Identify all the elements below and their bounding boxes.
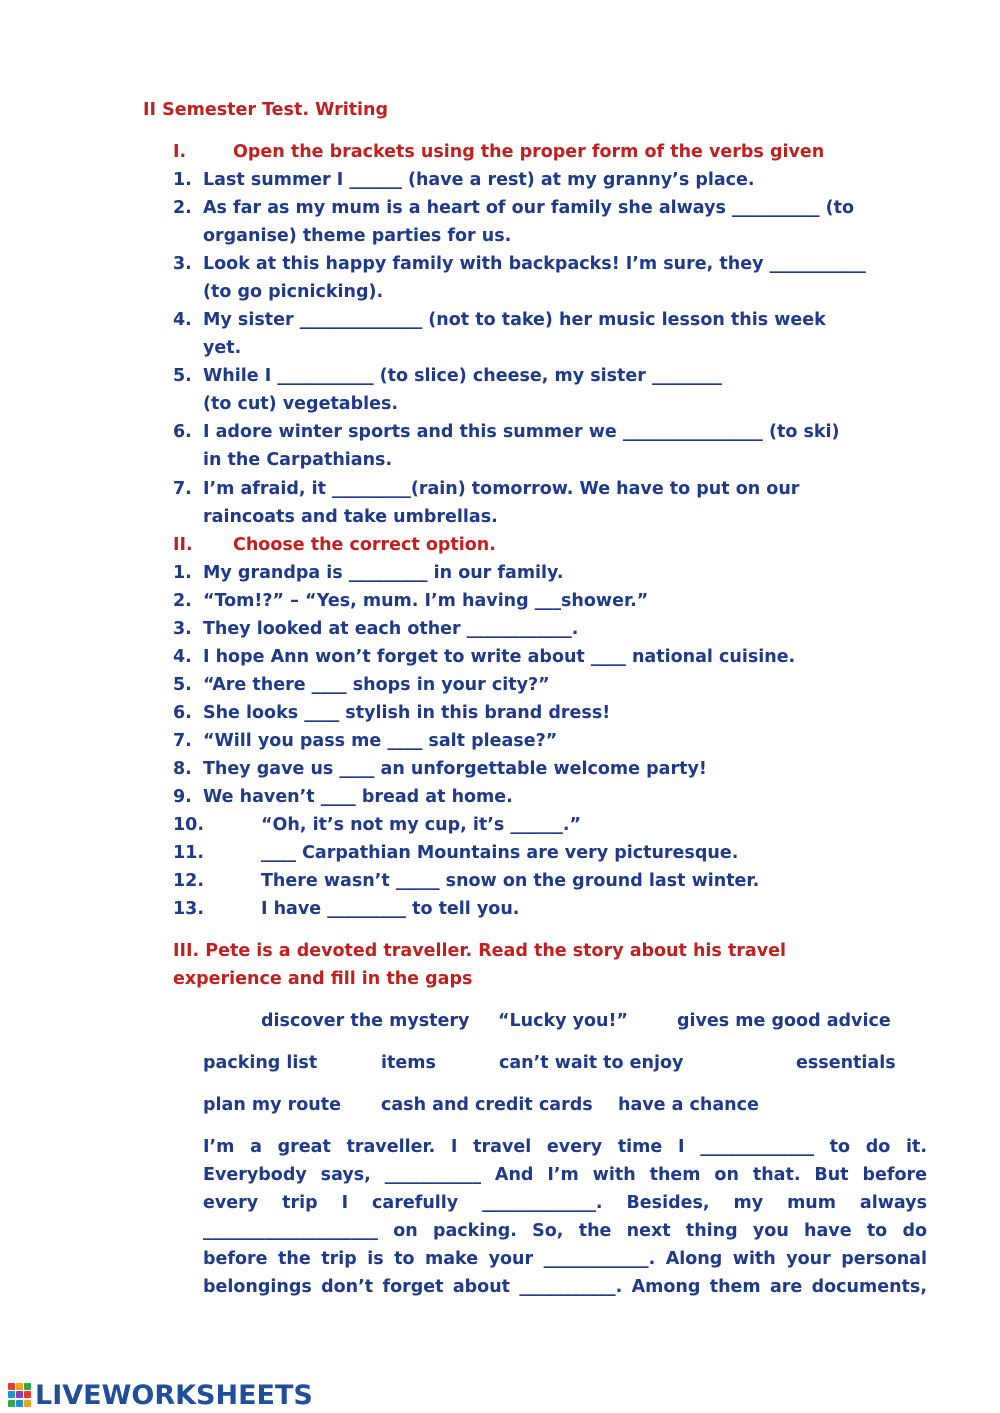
section-1-heading: [173, 141, 824, 163]
s2-item-5: [173, 674, 550, 696]
story-line-2: Everybody says, ___________ And I’m with them on that. But before: [203, 1165, 927, 1185]
s2-item-12-text: There wasn’t _____ snow on the ground last winter.: [261, 871, 760, 891]
s1-item-5-text: While I ___________ (to slice) cheese, my sister ________: [203, 366, 723, 386]
page-title: II Semester Test. Writing: [143, 100, 389, 120]
s2-item-9-number: 9.: [173, 787, 192, 807]
s2-item-3: [173, 618, 578, 640]
s1-item-6-number: 6.: [173, 422, 192, 442]
s2-item-6-text: She looks ____ stylish in this brand dress!: [203, 703, 611, 723]
s1-item-1-text: Last summer I ______ (have a rest) at my granny’s place.: [203, 170, 755, 190]
s2-item-9-text: We haven’t ____ bread at home.: [203, 787, 513, 807]
s2-item-12-number: 12.: [173, 871, 205, 891]
s2-item-3-number: 3.: [173, 619, 192, 639]
word-bank-items: items: [381, 1053, 436, 1073]
s1-item-5-number: 5.: [173, 366, 192, 386]
s1-item-4-text: My sister ______________ (not to take) her music lesson this week: [203, 310, 826, 330]
word-bank-packing-list: packing list: [203, 1053, 318, 1073]
section-1-heading-text: Open the brackets using the proper form of the verbs given: [233, 142, 825, 162]
s2-item-13-number: 13.: [173, 899, 205, 919]
s1-item-1: [173, 169, 755, 191]
s2-item-1-number: 1.: [173, 563, 192, 583]
s2-item-2-text: “Tom!?” – “Yes, mum. I’m having ___shower.”: [203, 591, 649, 611]
s2-item-1: [173, 562, 564, 584]
s1-item-7-number: 7.: [173, 479, 192, 499]
s2-item-4-text: I hope Ann won’t forget to write about ____ national cuisine.: [203, 647, 796, 667]
word-bank-discover-the-mystery: discover the mystery: [261, 1011, 470, 1031]
liveworksheets-logo-icon: [8, 1383, 32, 1407]
word-bank-cant-wait-to-enjoy: can’t wait to enjoy: [499, 1053, 684, 1073]
story-line-3: every trip I carefully _____________. Besides, my mum always: [203, 1193, 927, 1213]
story-line-6: belongings don’t forget about ___________. Among them are documents,: [203, 1277, 927, 1297]
section-3-heading-line-1: III. Pete is a devoted traveller. Read the story about his travel: [173, 941, 787, 961]
liveworksheets-logo-text: LIVEWORKSHEETS: [35, 1379, 313, 1411]
section-3-heading-line-2: experience and fill in the gaps: [173, 969, 473, 989]
s1-item-4-cont: yet.: [203, 338, 242, 358]
s1-item-3-text: Look at this happy family with backpacks! I’m sure, they ___________: [203, 254, 866, 274]
s1-item-6-cont: in the Carpathians.: [203, 450, 393, 470]
s1-item-6-text: I adore winter sports and this summer we ________________ (to ski): [203, 422, 840, 442]
s2-item-13-text: I have _________ to tell you.: [261, 899, 520, 919]
liveworksheets-logo[interactable]: [8, 1378, 313, 1412]
s2-item-5-text: “Are there ____ shops in your city?”: [203, 675, 550, 695]
s2-item-7-number: 7.: [173, 731, 192, 751]
s2-item-10-text: “Oh, it’s not my cup, it’s ______.”: [261, 815, 582, 835]
word-bank-have-a-chance: have a chance: [618, 1095, 759, 1115]
s2-item-3-text: They looked at each other ____________.: [203, 619, 579, 639]
s2-item-9: [173, 786, 513, 808]
s2-item-8-text: They gave us ____ an unforgettable welcome party!: [203, 759, 707, 779]
word-bank-gives-me-good-advice: gives me good advice: [677, 1011, 891, 1031]
s1-item-3-cont: (to go picnicking).: [203, 282, 384, 302]
s1-item-2: [173, 197, 854, 219]
section-2-numeral: II.: [173, 535, 193, 555]
s2-item-12: [173, 870, 759, 892]
s2-item-2: [173, 590, 648, 612]
s2-item-13: [173, 898, 519, 920]
s2-item-4-number: 4.: [173, 647, 192, 667]
s2-item-7-text: “Will you pass me ____ salt please?”: [203, 731, 558, 751]
s2-item-11-text: ____ Carpathian Mountains are very picturesque.: [261, 843, 739, 863]
story-line-5: before the trip is to make your ____________. Along with your personal: [203, 1249, 927, 1269]
s1-item-5-cont: (to cut) vegetables.: [203, 394, 399, 414]
s2-item-7: [173, 730, 557, 752]
story-line-1: I’m a great traveller. I travel every time I _____________ to do it.: [203, 1137, 927, 1157]
s1-item-2-number: 2.: [173, 198, 192, 218]
s1-item-7-cont: raincoats and take umbrellas.: [203, 507, 498, 527]
s2-item-8: [173, 758, 707, 780]
s1-item-4: [173, 309, 826, 331]
section-1-numeral: I.: [173, 142, 187, 162]
story-line-4: ____________________ on packing. So, the next thing you have to do: [203, 1221, 927, 1241]
s1-item-1-number: 1.: [173, 170, 192, 190]
s2-item-6: [173, 702, 610, 724]
s1-item-4-number: 4.: [173, 310, 192, 330]
word-bank-plan-my-route: plan my route: [203, 1095, 341, 1115]
s2-item-5-number: 5.: [173, 675, 192, 695]
s2-item-10: [173, 814, 581, 836]
section-2-heading-text: Choose the correct option.: [233, 535, 496, 555]
word-bank-lucky-you: “Lucky you!”: [498, 1011, 628, 1031]
s2-item-11: [173, 842, 738, 864]
s1-item-7-text: I’m afraid, it _________(rain) tomorrow. We have to put on our: [203, 479, 800, 499]
s1-item-3: [173, 253, 866, 275]
s2-item-6-number: 6.: [173, 703, 192, 723]
section-2-heading: [173, 534, 496, 556]
s2-item-11-number: 11.: [173, 843, 205, 863]
s2-item-2-number: 2.: [173, 591, 192, 611]
word-bank-essentials: essentials: [796, 1053, 896, 1073]
s2-item-1-text: My grandpa is _________ in our family.: [203, 563, 564, 583]
s2-item-4: [173, 646, 795, 668]
s1-item-2-text: As far as my mum is a heart of our family she always __________ (to: [203, 198, 854, 218]
s1-item-5: [173, 365, 722, 387]
s1-item-6: [173, 421, 840, 443]
s2-item-8-number: 8.: [173, 759, 192, 779]
word-bank-cash-and-credit-cards: cash and credit cards: [381, 1095, 593, 1115]
s2-item-10-number: 10.: [173, 815, 205, 835]
s1-item-7: [173, 478, 799, 500]
s1-item-3-number: 3.: [173, 254, 192, 274]
s1-item-2-cont: organise) theme parties for us.: [203, 226, 512, 246]
